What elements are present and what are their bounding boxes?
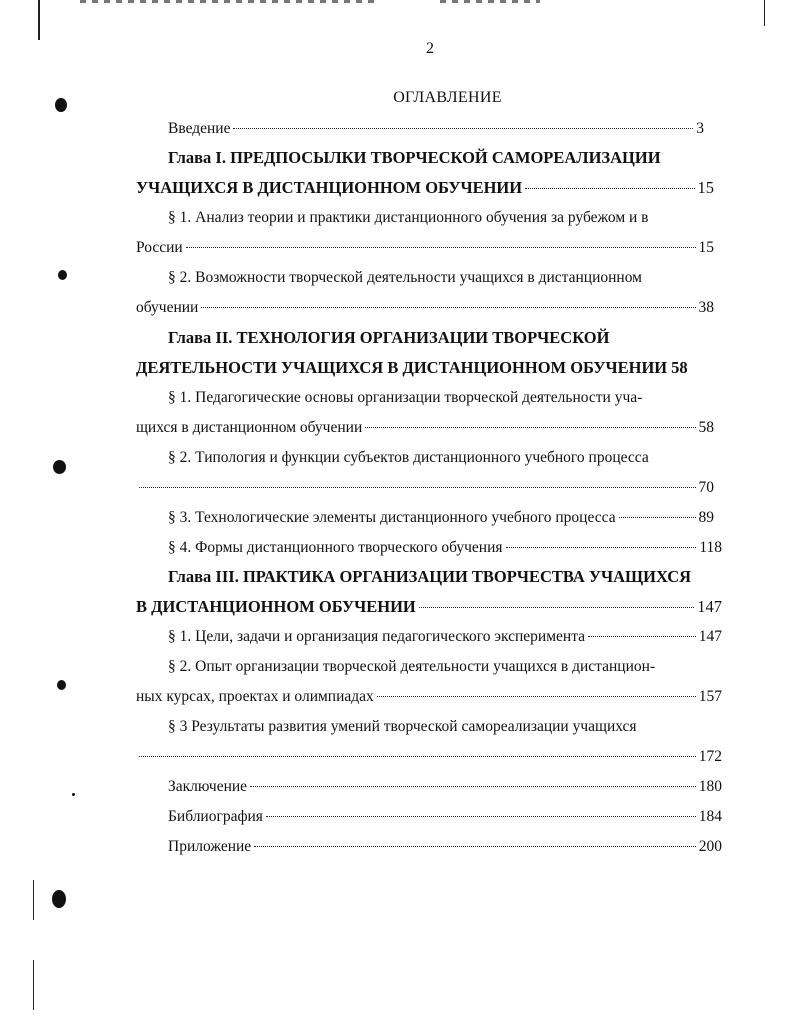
toc-section-2-1-line2 — [136, 417, 714, 439]
dot-leader — [266, 816, 696, 817]
toc-entry-intro — [168, 118, 704, 140]
toc-section-2-2-line1: § 2. Типология и функции субъектов дистанционного учебного процесса — [168, 449, 649, 466]
dot-leader — [254, 846, 696, 847]
toc-section-1-1-line2 — [136, 237, 714, 259]
toc-entry-text: обучении — [136, 299, 199, 316]
toc-chapter-3-line1: Глава III. ПРАКТИКА ОРГАНИЗАЦИИ ТВОРЧЕСТВА УЧАЩИХСЯ — [168, 567, 692, 586]
toc-entry-text: Библиография — [168, 808, 263, 825]
toc-entry-text: Заключение — [168, 778, 248, 795]
dot-leader — [139, 487, 696, 488]
speck — [72, 793, 75, 796]
toc-entry-page: 184 — [698, 808, 722, 825]
toc-section-3-3-line2 — [136, 746, 722, 768]
dot-leader — [201, 307, 695, 308]
toc-entry-text: Введение — [168, 120, 231, 137]
toc-entry-text: ных курсах, проектах и олимпиадах — [136, 688, 374, 705]
toc-section-3-3-line1: § 3 Результаты развития умений творческой самореализации учащихся — [168, 718, 637, 735]
scan-edge-line — [33, 880, 34, 920]
punch-hole-mark — [53, 460, 66, 474]
scan-edge-line — [764, 0, 765, 26]
toc-section-1-2-line2 — [136, 297, 714, 319]
toc-title: ОГЛАВЛЕНИЕ — [393, 89, 502, 106]
toc-entry-text: В ДИСТАНЦИОННОМ ОБУЧЕНИИ — [136, 597, 416, 616]
toc-entry-page: 3 — [696, 120, 704, 137]
toc-entry-text: ДЕЯТЕЛЬНОСТИ УЧАЩИХСЯ В ДИСТАНЦИОННОМ ОБУЧЕНИИ — [136, 358, 668, 377]
dot-leader — [377, 696, 696, 697]
toc-entry-page: 147 — [697, 597, 722, 616]
toc-entry-text: § 4. Формы дистанционного творческого обучения — [168, 539, 503, 556]
toc-entry-page: 58 — [698, 419, 714, 436]
toc-entry-text: § 1. Цели, задачи и организация педагогического эксперимента — [168, 628, 586, 645]
toc-entry-text: Приложение — [168, 838, 252, 855]
punch-hole-mark — [52, 890, 66, 908]
toc-entry-conclusion — [168, 776, 722, 798]
scan-top-dashes — [440, 0, 540, 3]
toc-entry-page: 172 — [698, 748, 722, 765]
toc-entry-page: 89 — [698, 509, 714, 526]
scan-edge-line — [33, 960, 34, 1010]
toc-entry-page: 38 — [698, 299, 714, 316]
toc-entry-page: 118 — [699, 539, 722, 556]
dot-leader — [506, 547, 697, 548]
toc-entry-page: 200 — [698, 838, 722, 855]
toc-entry-page: 58 — [671, 358, 688, 377]
page-number: 2 — [426, 40, 434, 57]
toc-entry-text: щихся в дистанционном обучении — [136, 419, 363, 436]
dot-leader — [250, 786, 696, 787]
toc-entry-text: УЧАЩИХСЯ В ДИСТАНЦИОННОМ ОБУЧЕНИИ — [136, 178, 523, 197]
toc-section-3-2-line2 — [136, 686, 722, 708]
toc-section-2-2-line2 — [136, 477, 714, 499]
toc-entry-text: России — [136, 239, 183, 256]
toc-section-1-1-line1: § 1. Анализ теории и практики дистанционного обучения за рубежом и в — [168, 209, 649, 226]
toc-entry-page: 157 — [698, 688, 722, 705]
toc-section-2-1-line1: § 1. Педагогические основы организации творческой деятельности уча- — [168, 389, 643, 406]
toc-section-2-4 — [168, 537, 722, 559]
toc-section-1-2-line1: § 2. Возможности творческой деятельности учащихся в дистанционном — [168, 269, 642, 286]
toc-chapter-1-line2 — [136, 177, 714, 199]
toc-section-3-2-line1: § 2. Опыт организации творческой деятельности учащихся в дистанцион- — [168, 658, 656, 675]
toc-section-2-3 — [168, 507, 714, 529]
toc-entry-page: 15 — [697, 178, 714, 197]
dot-leader — [139, 756, 696, 757]
toc-entry-page: 147 — [698, 628, 722, 645]
scan-top-dashes — [80, 0, 380, 3]
dot-leader — [365, 427, 695, 428]
toc-entry-page: 70 — [698, 479, 714, 496]
toc-entry-bibliography — [168, 806, 722, 828]
dot-leader — [419, 607, 694, 608]
toc-chapter-2-line2 — [136, 357, 714, 379]
toc-entry-appendix — [168, 836, 722, 858]
dot-leader — [525, 188, 694, 189]
toc-entry-page: 15 — [698, 239, 714, 256]
toc-entry-page: 180 — [698, 778, 722, 795]
dot-leader — [588, 636, 696, 637]
dot-leader — [186, 247, 696, 248]
toc-chapter-3-line2 — [136, 596, 722, 618]
punch-hole-mark — [58, 270, 67, 280]
toc-chapter-2-line1: Глава II. ТЕХНОЛОГИЯ ОРГАНИЗАЦИИ ТВОРЧЕСКОЙ — [168, 328, 610, 347]
dot-leader — [233, 128, 693, 129]
toc-chapter-1-line1: Глава I. ПРЕДПОСЫЛКИ ТВОРЧЕСКОЙ САМОРЕАЛИЗАЦИИ — [168, 148, 661, 167]
scan-edge-line — [38, 0, 40, 40]
punch-hole-mark — [57, 680, 66, 690]
toc-entry-text: § 3. Технологические элементы дистанционного учебного процесса — [168, 509, 616, 526]
dot-leader — [619, 517, 696, 518]
toc-section-3-1 — [168, 626, 722, 648]
